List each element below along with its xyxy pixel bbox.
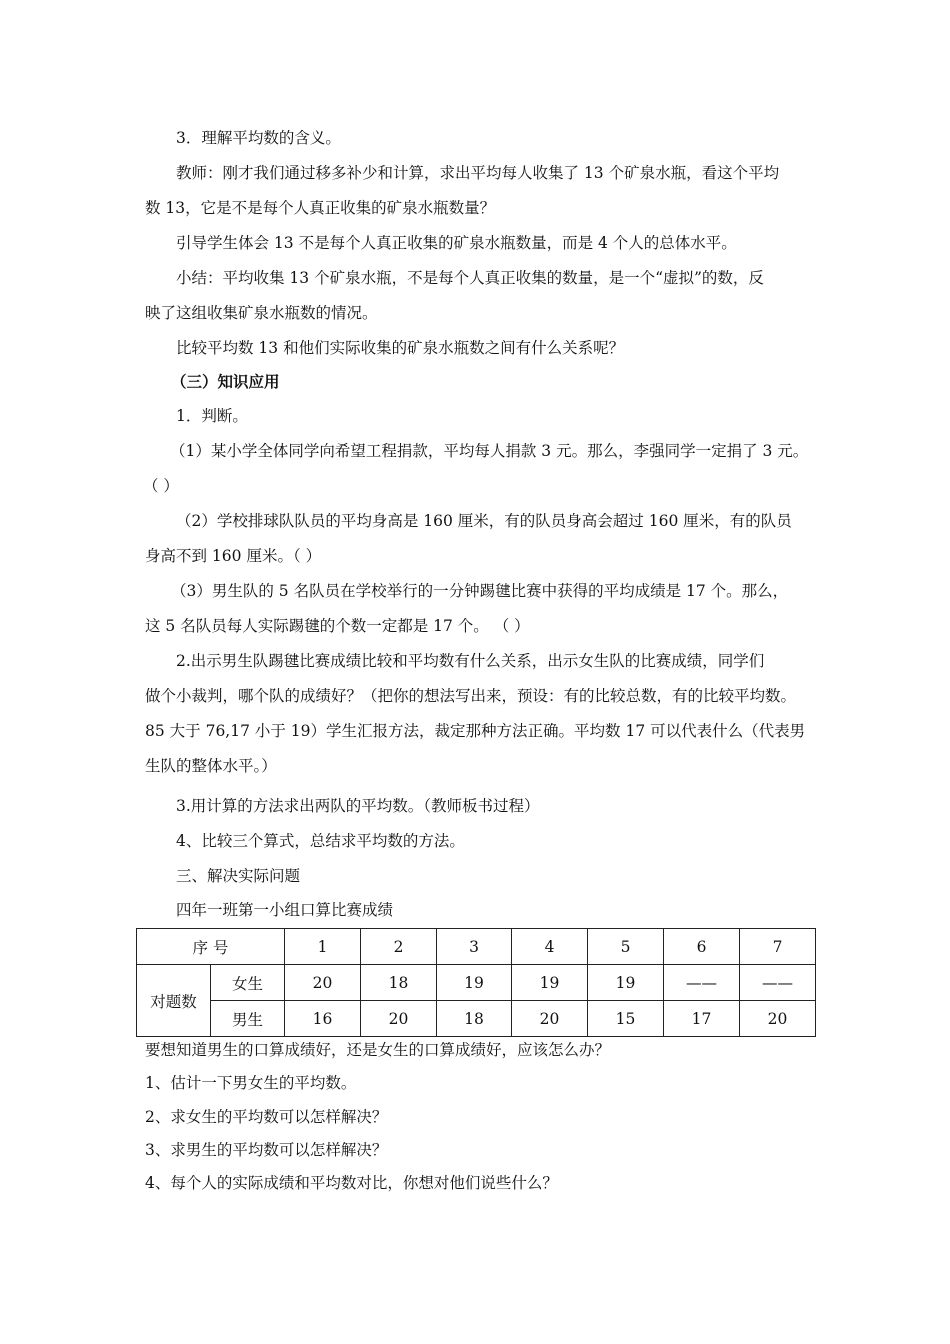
- section-heading-solve-problems: 三、解决实际问题: [176, 867, 301, 885]
- table-cell: ——: [664, 965, 740, 1001]
- table-row-boys: [137, 1001, 816, 1037]
- teacher-paragraph-line-2: 数 13，它是不是每个人真正收集的矿泉水瓶数量？: [145, 199, 496, 217]
- table-cell: 20: [740, 1001, 816, 1037]
- table-cell: 19: [588, 965, 664, 1001]
- table-cell: 19: [512, 965, 588, 1001]
- table-cell: 20: [361, 1001, 437, 1037]
- question-3: 3、求男生的平均数可以怎样解决？: [145, 1141, 388, 1159]
- teacher-paragraph-line-1: 教师：刚才我们通过移多补少和计算，求出平均每人收集了 13 个矿泉水瓶，看这个平均: [176, 164, 780, 182]
- header-cell: 4: [512, 929, 588, 965]
- table-cell: 15: [588, 1001, 664, 1037]
- activity-2-line-4: 生队的整体水平。）: [145, 757, 277, 775]
- table-cell: 20: [512, 1001, 588, 1037]
- table-cell: 17: [664, 1001, 740, 1037]
- row-label-cell: 女生: [211, 965, 285, 1001]
- problem-question: 要想知道男生的口算成绩好，还是女生的口算成绩好，应该怎么办？: [145, 1041, 611, 1059]
- judge-item-1-line-1: （1）某小学全体同学向希望工程捐款，平均每人捐款 3 元。那么，李强同学一定捐了 3 元。: [170, 442, 809, 460]
- summary-paragraph-line-1: 小结：平均收集 13 个矿泉水瓶，不是每个人真正收集的数量，是一个“虚拟”的数，反: [176, 269, 764, 287]
- activity-2-line-2: 做个小裁判，哪个队的成绩好？（把你的想法写出来，预设：有的比较总数，有的比较平均数。: [145, 687, 797, 705]
- header-cell: 7: [740, 929, 816, 965]
- header-label-cell: 序 号: [137, 929, 285, 965]
- activity-2-line-1: 2.出示男生队踢毽比赛成绩比较和平均数有什么关系，出示女生队的比赛成绩，同学们: [176, 652, 765, 670]
- guide-paragraph: 引导学生体会 13 不是每个人真正收集的矿泉水瓶数量，而是 4 个人的总体水平。: [176, 234, 737, 252]
- header-cell: 1: [285, 929, 361, 965]
- table-row-girls: [137, 965, 816, 1001]
- header-cell: 3: [437, 929, 512, 965]
- table-cell: 20: [285, 965, 361, 1001]
- table-cell: 19: [437, 965, 512, 1001]
- question-4: 4、每个人的实际成绩和平均数对比，你想对他们说些什么？: [145, 1174, 558, 1192]
- header-cell: 2: [361, 929, 437, 965]
- judge-item-3-line-1: （3）男生队的 5 名队员在学校举行的一分钟踢毽比赛中获得的平均成绩是 17 个。那么，: [171, 582, 789, 600]
- table-cell: 16: [285, 1001, 361, 1037]
- activity-3: 3.用计算的方法求出两队的平均数。（教师板书过程）: [176, 797, 540, 815]
- judge-item-2-line-2: 身高不到 160 厘米。（ ）: [145, 547, 322, 565]
- header-cell: 6: [664, 929, 740, 965]
- scores-table: [136, 928, 816, 1037]
- table-cell: ——: [740, 965, 816, 1001]
- question-1: 1、估计一下男女生的平均数。: [145, 1074, 357, 1092]
- row-group-label-cell: 对题数: [137, 965, 211, 1037]
- section-heading-knowledge-application: （三）知识应用: [171, 372, 280, 391]
- table-caption: 四年一班第一小组口算比赛成绩: [176, 901, 394, 919]
- header-cell: 5: [588, 929, 664, 965]
- judge-heading: 1．判断。: [176, 407, 248, 425]
- compare-question: 比较平均数 13 和他们实际收集的矿泉水瓶数之间有什么关系呢？: [176, 339, 625, 357]
- summary-paragraph-line-2: 映了这组收集矿泉水瓶数的情况。: [145, 304, 378, 322]
- table-header-row: [137, 929, 816, 965]
- judge-item-3-line-2: 这 5 名队员每人实际踢毽的个数一定都是 17 个。 （ ）: [145, 617, 530, 635]
- activity-4: 4、比较三个算式，总结求平均数的方法。: [176, 832, 465, 850]
- question-2: 2、求女生的平均数可以怎样解决？: [145, 1108, 388, 1126]
- judge-item-1-line-2: （ ）: [143, 477, 179, 495]
- table-cell: 18: [361, 965, 437, 1001]
- activity-2-line-3: 85 大于 76,17 小于 19）学生汇报方法，裁定那种方法正确。平均数 17 可以代表什么（代表男: [145, 722, 806, 740]
- row-label-cell: 男生: [211, 1001, 285, 1037]
- judge-item-2-line-1: （2）学校排球队队员的平均身高是 160 厘米，有的队员身高会超过 160 厘米，有的队员: [176, 512, 792, 530]
- table-cell: 18: [437, 1001, 512, 1037]
- section-heading-understand-average: 3．理解平均数的含义。: [176, 129, 341, 147]
